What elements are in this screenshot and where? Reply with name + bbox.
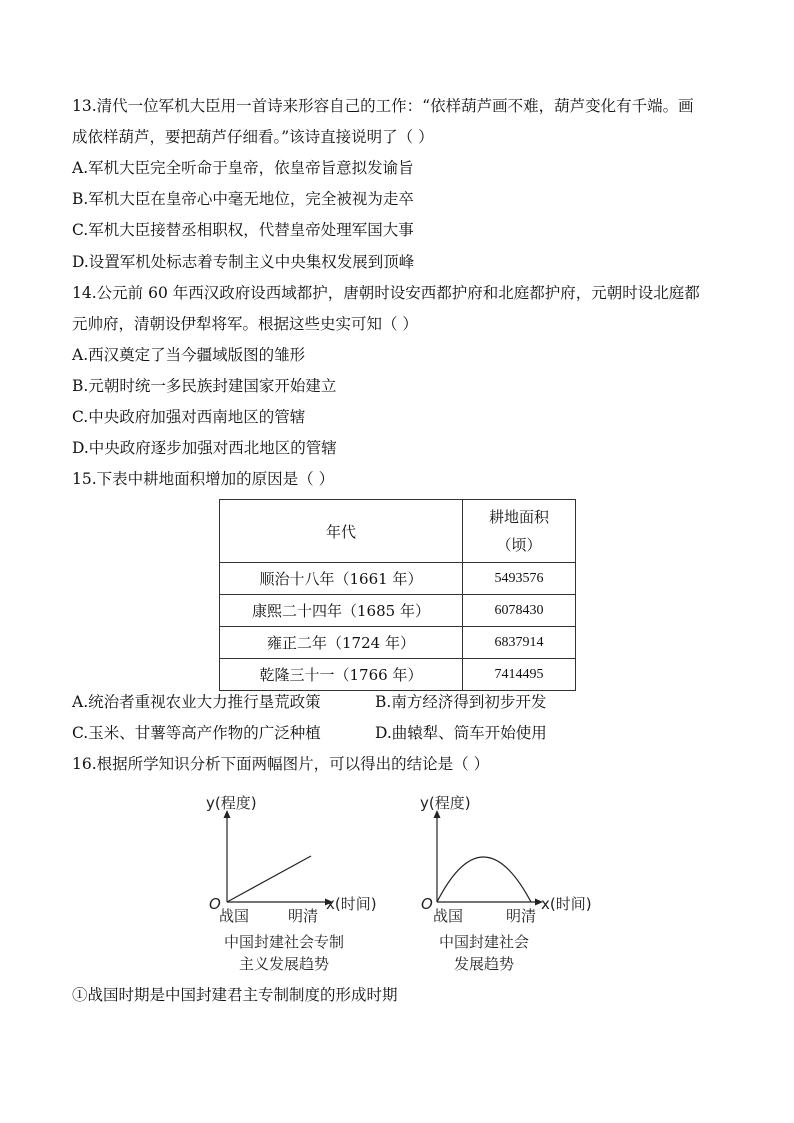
figure-right-y-label: y(程度): [420, 794, 471, 812]
table-header-era: 年代: [220, 500, 463, 563]
q13-option-d: D.设置军机处标志着专制主义中央集权发展到顶峰: [72, 253, 415, 271]
figure-right-origin: O: [421, 895, 433, 913]
figure-right-caption-line2: 发展趋势: [453, 955, 514, 973]
q14-option-b: B.元朝时统一多民族封建国家开始建立: [72, 377, 337, 395]
table-header-area-line1: 耕地面积: [488, 508, 549, 526]
table-cell-era: 雍正二年（1724 年）: [220, 627, 463, 659]
farmland-table: [219, 499, 576, 691]
table-header-row: [220, 500, 576, 563]
figure-right-caption: [420, 931, 548, 975]
q14-stem-line1: 14.公元前 60 年西汉政府设西域都护，唐朝时设安西都护府和北庭都护府，元朝时设北庭都: [72, 284, 700, 302]
table-row: [220, 627, 576, 659]
table-cell-era: 乾隆三十一（1766 年）: [220, 659, 463, 691]
figure-left-tick-warring-states: 战国: [219, 907, 250, 925]
q15-option-b: B.南方经济得到初步开发: [375, 693, 547, 711]
q14-option-d: D.中央政府逐步加强对西北地区的管辖: [72, 439, 337, 457]
table-cell-area: 6078430: [463, 595, 576, 627]
q16-statement-1: ①战国时期是中国封建君主专制制度的形成时期: [72, 986, 398, 1004]
figure-right-tick-warring-states: 战国: [433, 907, 464, 925]
figure-left-tick-ming-qing: 明清: [288, 907, 319, 925]
figure-left-caption-line2: 主义发展趋势: [238, 955, 329, 973]
table-cell-era: 顺治十八年（1661 年）: [220, 563, 463, 595]
q15-option-a: A.统治者重视农业大力推行垦荒政策: [72, 693, 321, 711]
q13-option-c: C.军机大臣接替丞相职权，代替皇帝处理军国大事: [72, 221, 414, 239]
q13-stem-line2: 成依样葫芦，要把葫芦仔细看。”该诗直接说明了（ ）: [72, 128, 434, 146]
rising-trend-line: [227, 856, 311, 902]
figure-left-y-label: y(程度): [206, 794, 257, 812]
figure-left-caption: [200, 931, 368, 975]
q14-stem-line2: 元帅府，清朝设伊犁将军。根据这些史实可知（ ）: [72, 315, 418, 333]
figure-right-tick-ming-qing: 明清: [506, 907, 537, 925]
table-row: [220, 595, 576, 627]
table-header-area: [463, 500, 576, 563]
figure-left-caption-line1: 中国封建社会专制: [223, 933, 344, 951]
table-cell-area: 7414495: [463, 659, 576, 691]
table-header-area-line2: （顷）: [496, 536, 542, 554]
table-row: [220, 563, 576, 595]
table-cell-era: 康熙二十四年（1685 年）: [220, 595, 463, 627]
figure-right-caption-line1: 中国封建社会: [438, 933, 529, 951]
q14-option-c: C.中央政府加强对西南地区的管辖: [72, 408, 306, 426]
figure-left-origin: O: [209, 895, 221, 913]
q14-option-a: A.西汉奠定了当今疆域版图的雏形: [72, 346, 306, 364]
table-cell-area: 5493576: [463, 563, 576, 595]
q15-option-c: C.玉米、甘薯等高产作物的广泛种植: [72, 724, 321, 742]
figure-left-x-label: x(时间): [326, 895, 377, 913]
arch-trend-curve: [437, 857, 531, 902]
q15-option-d: D.曲辕犁、筒车开始使用: [375, 724, 547, 742]
table-cell-area: 6837914: [463, 627, 576, 659]
figure-right-x-label: x(时间): [541, 895, 592, 913]
q13-option-b: B.军机大臣在皇帝心中毫无地位，完全被视为走卒: [72, 190, 414, 208]
table-row: [220, 659, 576, 691]
q16-stem: 16.根据所学知识分析下面两幅图片，可以得出的结论是（ ）: [72, 755, 490, 773]
q13-stem-line1: 13.清代一位军机大臣用一首诗来形容自己的工作：“依样葫芦画不难，葫芦变化有千端。画: [72, 97, 694, 115]
q15-stem: 15.下表中耕地面积增加的原因是（ ）: [72, 470, 335, 488]
q13-option-a: A.军机大臣完全听命于皇帝，依皇帝旨意拟发谕旨: [72, 159, 414, 177]
